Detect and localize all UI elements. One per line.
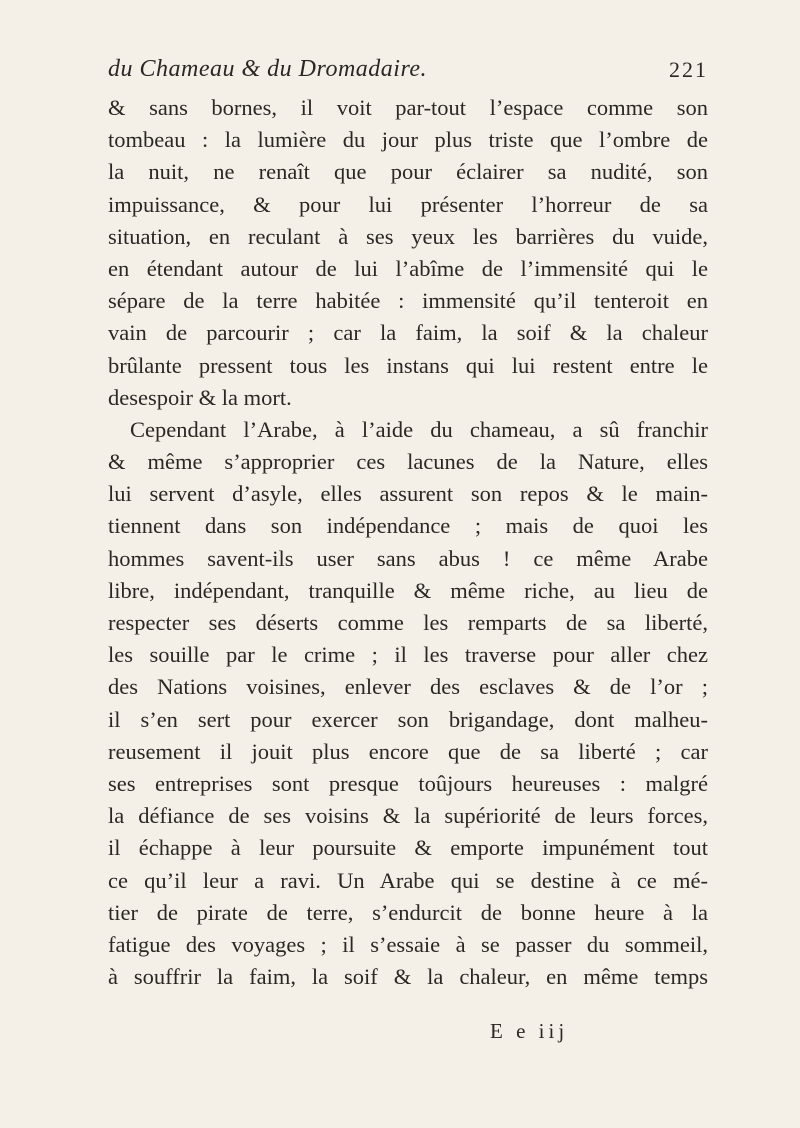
- text-line: fatigue des voyages ; il s’essaie à se passer du sommeil,: [108, 931, 708, 957]
- running-head: du Chameau & du Dromadaire.: [108, 56, 428, 82]
- text-line: tombeau : la lumière du jour plus triste que l’ombre de: [108, 127, 708, 153]
- text-line: Cependant l’Arabe, à l’aide du chameau, a sû franchir: [130, 416, 708, 442]
- text-line: situation, en reculant à ses yeux les barrières du vuide,: [108, 223, 708, 249]
- signature-mark: E e iij: [490, 1019, 569, 1043]
- text-line: des Nations voisines, enlever des esclaves & de l’or ;: [108, 674, 708, 700]
- body-text: [108, 92, 708, 993]
- text-line: libre, indépendant, tranquille & même riche, au lieu de: [108, 577, 708, 603]
- page-header: [108, 50, 708, 86]
- page-number: 221: [669, 57, 708, 82]
- text-line: il échappe à leur poursuite & emporte impunément tout: [108, 835, 708, 861]
- text-line: vain de parcourir ; car la faim, la soif & la chaleur: [108, 320, 708, 346]
- text-line: hommes savent-ils user sans abus ! ce même Arabe: [108, 545, 708, 571]
- text-line: tier de pirate de terre, s’endurcit de bonne heure à la: [108, 899, 708, 925]
- text-line: & sans bornes, il voit par-tout l’espace comme son: [108, 95, 708, 120]
- text-line: sépare de la terre habitée : immensité qu’il tenteroit en: [108, 288, 708, 314]
- text-line: en étendant autour de lui l’abîme de l’immensité qui le: [108, 255, 708, 281]
- text-line: ce qu’il leur a ravi. Un Arabe qui se destine à ce mé-: [108, 867, 708, 893]
- text-line: reusement il jouit plus encore que de sa liberté ; car: [108, 738, 708, 764]
- text-line: lui servent d’asyle, elles assurent son repos & le main-: [108, 481, 708, 507]
- text-line: les souille par le crime ; il les traverse pour aller chez: [108, 642, 708, 668]
- text-line: à souffrir la faim, la soif & la chaleur, en même temps: [108, 964, 708, 990]
- text-line: impuissance, & pour lui présenter l’horreur de sa: [108, 191, 708, 217]
- text-line: la nuit, ne renaît que pour éclairer sa nudité, son: [108, 159, 708, 185]
- text-line: brûlante pressent tous les instans qui lui restent entre le: [108, 352, 708, 378]
- text-line: la défiance de ses voisins & la supériorité de leurs forces,: [108, 803, 708, 829]
- text-line: il s’en sert pour exercer son brigandage, dont malheu-: [108, 706, 708, 732]
- text-line: & même s’approprier ces lacunes de la Nature, elles: [108, 449, 708, 475]
- text-line: respecter ses déserts comme les remparts de sa liberté,: [108, 610, 708, 635]
- text-line: tiennent dans son indépendance ; mais de quoi les: [108, 513, 708, 539]
- text-line: ses entreprises sont presque toûjours heureuses : malgré: [108, 770, 708, 796]
- text-line: desespoir & la mort.: [108, 384, 292, 410]
